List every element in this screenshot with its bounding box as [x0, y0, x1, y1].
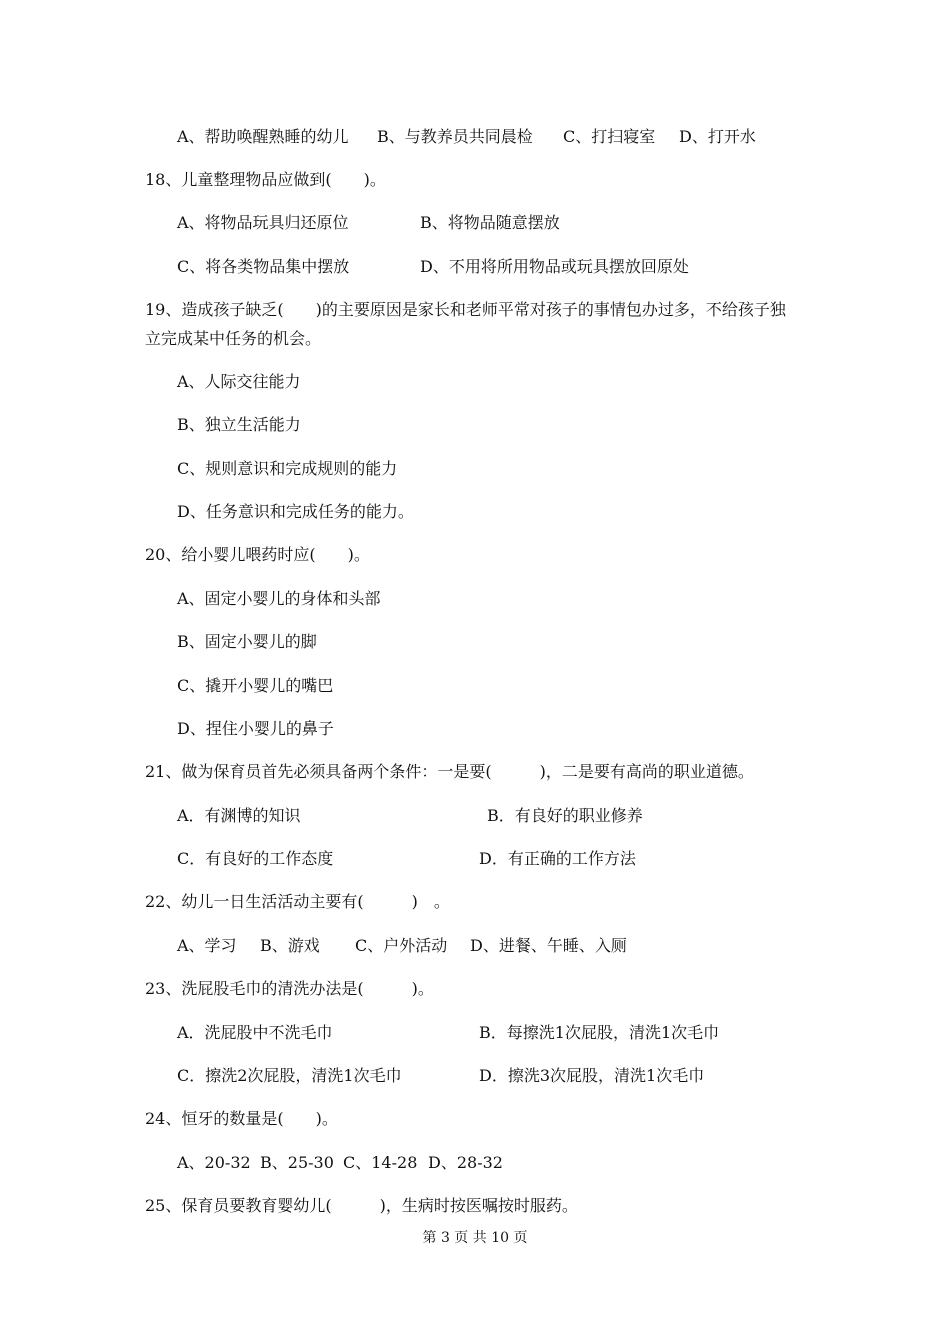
q22-option-b: B、游戏 — [260, 936, 320, 955]
q24-option-d: D、28-32 — [428, 1153, 503, 1172]
q22-stem: 22、幼儿一日生活活动主要有( ) 。 — [145, 892, 450, 911]
q19-option-d: D、任务意识和完成任务的能力。 — [177, 502, 414, 521]
q24-option-b: B、25-30 — [260, 1153, 334, 1172]
q21-option-b: B．有良好的职业修养 — [487, 806, 643, 825]
q22-option-c: C、户外活动 — [355, 936, 448, 955]
q20-option-c: C、撬开小婴儿的嘴巴 — [177, 676, 334, 695]
q20-option-a: A、固定小婴儿的身体和头部 — [177, 589, 381, 608]
q18-option-d: D、不用将所用物品或玩具摆放回原处 — [420, 257, 689, 276]
q18-option-c: C、将各类物品集中摆放 — [177, 257, 350, 276]
q19-stem-line2: 立完成某中任务的机会。 — [145, 329, 322, 348]
q23-option-b: B．每擦洗1次屁股，清洗1次毛巾 — [479, 1023, 720, 1042]
page-number-footer: 第 3 页 共 10 页 — [422, 1230, 528, 1246]
q18-stem: 18、儿童整理物品应做到( )。 — [145, 170, 386, 189]
q18-option-b: B、将物品随意摆放 — [420, 213, 560, 232]
q19-option-c: C、规则意识和完成规则的能力 — [177, 459, 398, 478]
q20-option-d: D、捏住小婴儿的鼻子 — [177, 719, 334, 738]
q24-stem: 24、恒牙的数量是( )。 — [145, 1109, 338, 1128]
q20-option-b: B、固定小婴儿的脚 — [177, 632, 317, 651]
q24-option-c: C、14-28 — [343, 1153, 418, 1172]
q21-option-d: D．有正确的工作方法 — [479, 849, 636, 868]
q17-option-b: B、与教养员共同晨检 — [377, 127, 533, 146]
q21-stem: 21、做为保育员首先必须具备两个条件：一是要( )，二是要有高尚的职业道德。 — [145, 762, 754, 781]
q18-option-a: A、将物品玩具归还原位 — [177, 213, 349, 232]
q23-stem: 23、洗屁股毛巾的清洗办法是( )。 — [145, 979, 434, 998]
q21-option-a: A．有渊博的知识 — [177, 806, 301, 825]
q22-option-d: D、进餐、午睡、入厕 — [470, 936, 627, 955]
q23-option-d: D．擦洗3次屁股，清洗1次毛巾 — [479, 1066, 705, 1085]
q19-stem-line1: 19、造成孩子缺乏( )的主要原因是家长和老师平常对孩子的事情包办过多，不给孩子独 — [145, 300, 786, 319]
q19-option-b: B、独立生活能力 — [177, 415, 301, 434]
q21-option-c: C．有良好的工作态度 — [177, 849, 334, 868]
q23-option-c: C．擦洗2次屁股，清洗1次毛巾 — [177, 1066, 402, 1085]
q17-option-a: A、帮助唤醒熟睡的幼儿 — [177, 127, 349, 146]
q24-option-a: A、20-32 — [177, 1153, 251, 1172]
q22-option-a: A、学习 — [177, 936, 237, 955]
q25-stem: 25、保育员要教育婴幼儿( )，生病时按医嘱按时服药。 — [145, 1196, 578, 1215]
q20-stem: 20、给小婴儿喂药时应( )。 — [145, 545, 370, 564]
q17-option-c: C、打扫寝室 — [563, 127, 656, 146]
q17-option-d: D、打开水 — [679, 127, 756, 146]
q23-option-a: A．洗屁股中不洗毛巾 — [177, 1023, 333, 1042]
q19-option-a: A、人际交往能力 — [177, 372, 301, 391]
